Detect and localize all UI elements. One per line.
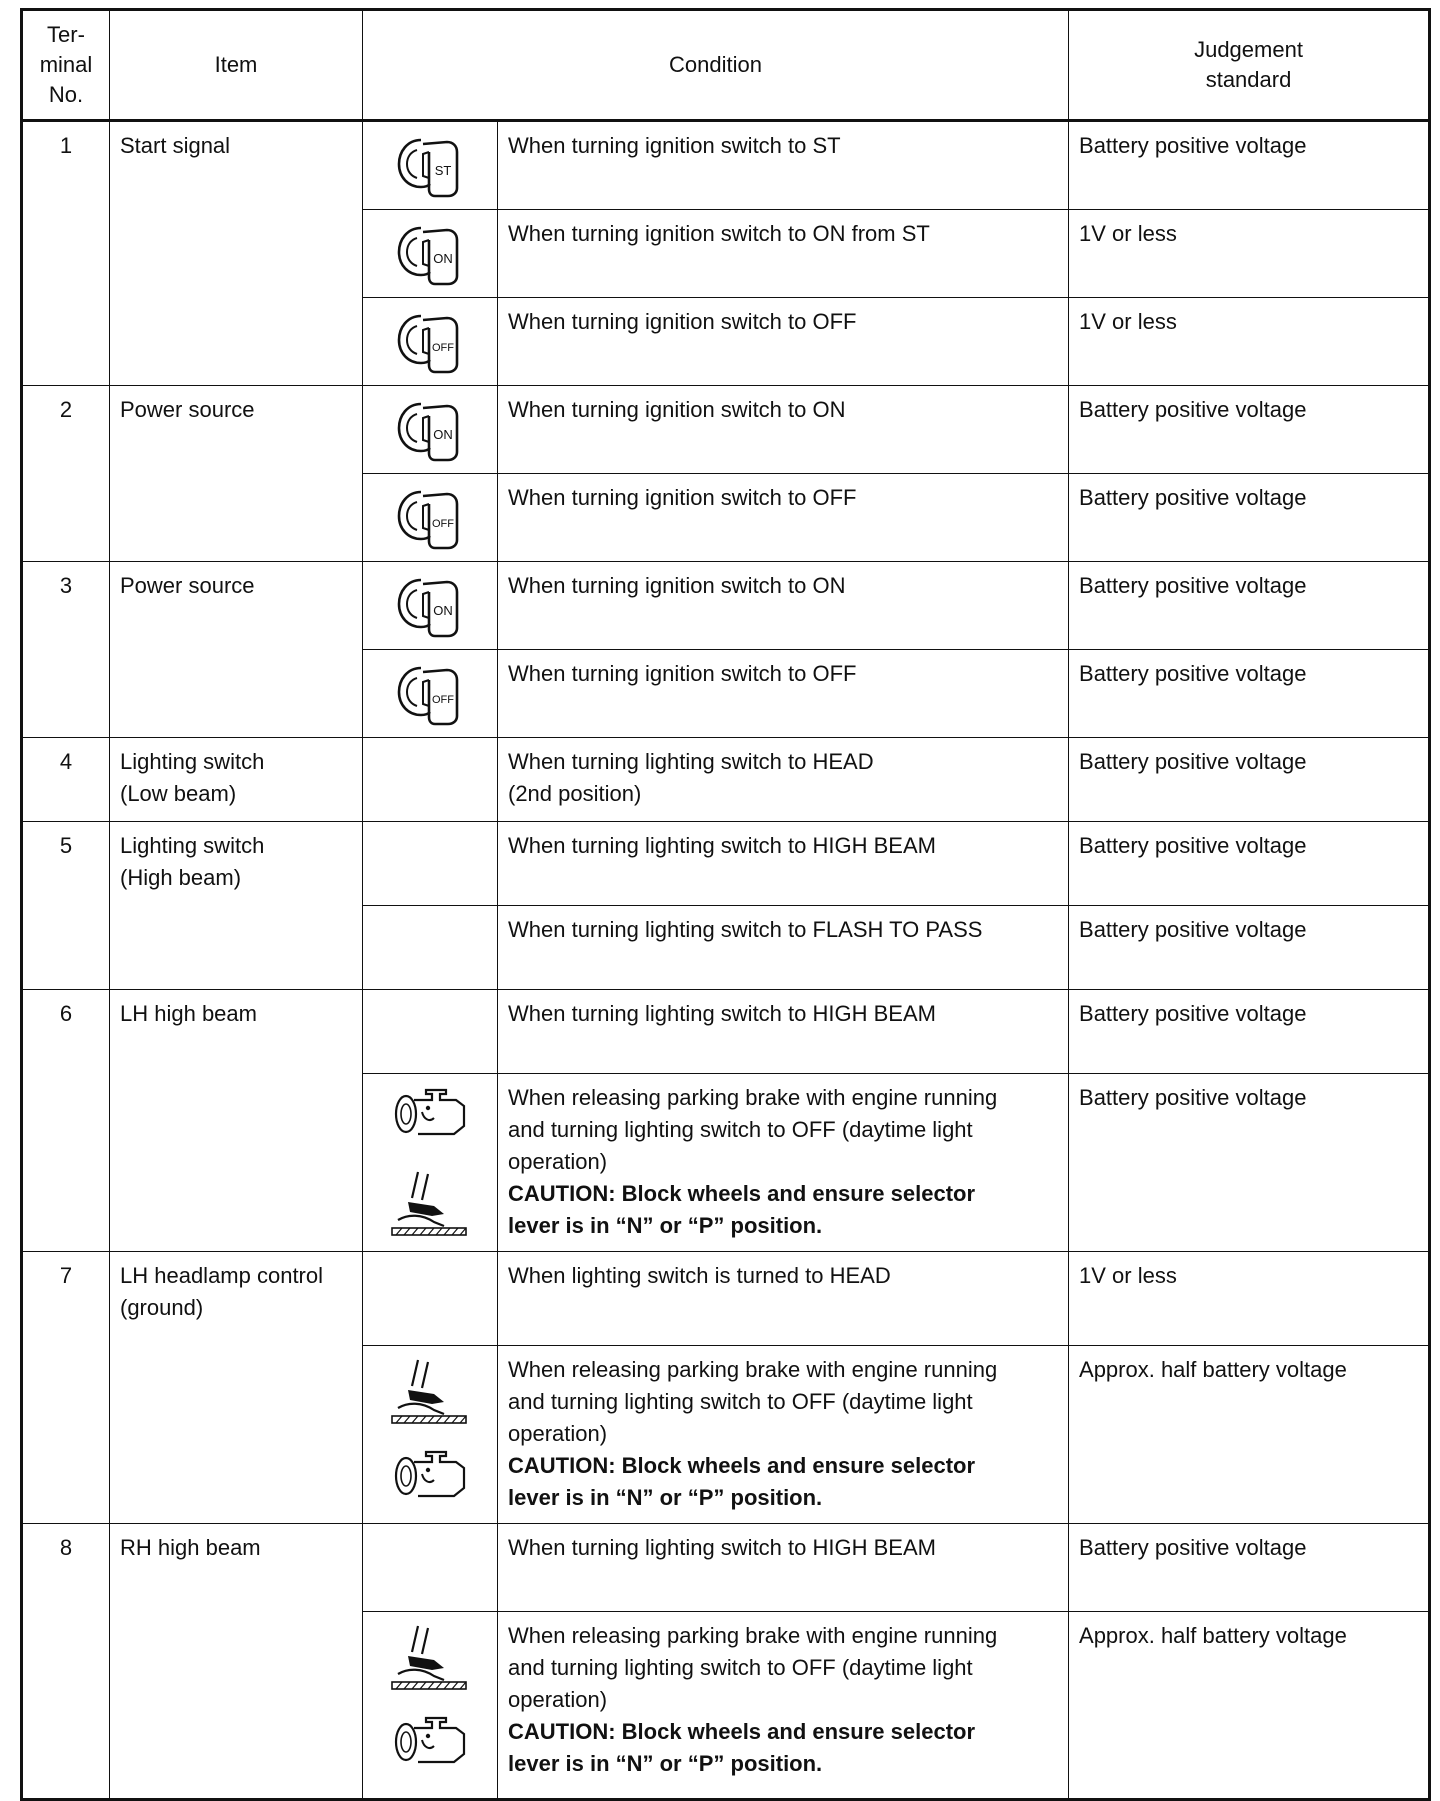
condition-line: When turning ignition switch to ST <box>508 133 841 158</box>
terminal-number: 1 <box>22 121 110 386</box>
judgement-standard-value: Battery positive voltage <box>1069 990 1430 1074</box>
condition-icon-cell <box>363 1346 498 1524</box>
condition-line: When turning ignition switch to ON <box>508 397 846 422</box>
condition-line: operation) <box>508 1421 608 1446</box>
condition-line: operation) <box>508 1149 608 1174</box>
condition-line: and turning lighting switch to OFF (daytime light <box>508 1117 973 1142</box>
condition-text <box>498 210 1069 298</box>
table-row <box>22 738 1430 822</box>
judgement-standard-value: Battery positive voltage <box>1069 1074 1430 1252</box>
item-line: Power source <box>120 573 255 598</box>
terminal-number: 7 <box>22 1252 110 1524</box>
table-row <box>22 121 1430 210</box>
parking-brake-engine-icon <box>388 1354 472 1512</box>
table-row <box>22 1524 1430 1612</box>
condition-text <box>498 822 1069 906</box>
terminal-spec-table <box>20 8 1431 1801</box>
condition-icon-cell <box>363 822 498 906</box>
judgement-standard-value: Battery positive voltage <box>1069 738 1430 822</box>
header-terminal-no: Ter- minal No. <box>22 10 110 121</box>
condition-icon-cell <box>363 210 498 298</box>
judgement-standard-value: Battery positive voltage <box>1069 474 1430 562</box>
parking-brake-engine-icon <box>388 1620 472 1778</box>
condition-text <box>498 386 1069 474</box>
svg-text:OFF: OFF <box>432 694 454 706</box>
item-name <box>110 562 363 738</box>
item-line: Lighting switch <box>120 749 265 774</box>
item-line: RH high beam <box>120 1535 261 1560</box>
condition-line: (2nd position) <box>508 781 642 806</box>
condition-line: When turning lighting switch to HEAD <box>508 749 874 774</box>
item-name <box>110 822 363 990</box>
condition-line: When turning ignition switch to OFF <box>508 309 857 334</box>
condition-icon-cell <box>363 990 498 1074</box>
condition-text <box>498 474 1069 562</box>
judgement-standard-value: Battery positive voltage <box>1069 650 1430 738</box>
table-row <box>22 822 1430 906</box>
condition-line: When turning lighting switch to HIGH BEAM <box>508 833 936 858</box>
condition-line: When turning ignition switch to ON <box>508 573 846 598</box>
condition-icon-cell <box>363 121 498 210</box>
condition-icon-cell <box>363 1252 498 1346</box>
terminal-number: 6 <box>22 990 110 1252</box>
item-name <box>110 121 363 386</box>
ignition-key-on-icon <box>393 394 467 464</box>
condition-line: When releasing parking brake with engine running <box>508 1085 998 1110</box>
condition-line: and turning lighting switch to OFF (daytime light <box>508 1389 973 1414</box>
item-name <box>110 386 363 562</box>
item-line: (High beam) <box>120 865 242 890</box>
condition-text <box>498 1346 1069 1524</box>
svg-text:ON: ON <box>433 251 453 266</box>
item-line: (Low beam) <box>120 781 237 806</box>
terminal-number: 4 <box>22 738 110 822</box>
table-row <box>22 562 1430 650</box>
engine-parking-brake-icon <box>388 1082 472 1240</box>
caution-note: CAUTION: Block wheels and ensure selector <box>508 1719 976 1744</box>
judgement-standard-value: Battery positive voltage <box>1069 906 1430 990</box>
condition-line: When turning ignition switch to ON from ST <box>508 221 930 246</box>
item-line: Lighting switch <box>120 833 265 858</box>
condition-text <box>498 1252 1069 1346</box>
item-name <box>110 1252 363 1524</box>
condition-icon-cell <box>363 738 498 822</box>
item-name <box>110 990 363 1252</box>
terminal-number: 8 <box>22 1524 110 1800</box>
condition-text <box>498 650 1069 738</box>
condition-line: When turning ignition switch to OFF <box>508 661 857 686</box>
header-judgement-standard: Judgement standard <box>1069 10 1430 121</box>
table-row <box>22 386 1430 474</box>
judgement-standard-value: 1V or less <box>1069 1252 1430 1346</box>
condition-text <box>498 562 1069 650</box>
caution-note: lever is in “N” or “P” position. <box>508 1485 823 1510</box>
condition-line: and turning lighting switch to OFF (daytime light <box>508 1655 973 1680</box>
condition-text <box>498 1612 1069 1800</box>
ignition-key-on-icon <box>393 218 467 288</box>
item-line: Power source <box>120 397 255 422</box>
condition-text <box>498 906 1069 990</box>
svg-text:ON: ON <box>433 427 453 442</box>
condition-line: operation) <box>508 1687 608 1712</box>
condition-icon-cell <box>363 906 498 990</box>
item-name <box>110 738 363 822</box>
condition-text <box>498 1074 1069 1252</box>
caution-note: CAUTION: Block wheels and ensure selector <box>508 1453 976 1478</box>
condition-icon-cell <box>363 1612 498 1800</box>
judgement-standard-value: Battery positive voltage <box>1069 1524 1430 1612</box>
condition-icon-cell <box>363 1524 498 1612</box>
condition-text <box>498 738 1069 822</box>
condition-icon-cell <box>363 298 498 386</box>
table-row <box>22 1252 1430 1346</box>
condition-icon-cell <box>363 562 498 650</box>
ignition-key-st-icon <box>393 130 467 200</box>
condition-line: When turning lighting switch to FLASH TO PASS <box>508 917 983 942</box>
terminal-number: 5 <box>22 822 110 990</box>
judgement-standard-value: 1V or less <box>1069 298 1430 386</box>
svg-text:OFF: OFF <box>432 342 454 354</box>
condition-text <box>498 298 1069 386</box>
header-item: Item <box>110 10 363 121</box>
terminal-number: 2 <box>22 386 110 562</box>
item-line: LH headlamp control <box>120 1263 324 1288</box>
table-row <box>22 990 1430 1074</box>
ignition-key-off-icon <box>393 658 467 728</box>
condition-line: When turning lighting switch to HIGH BEAM <box>508 1001 936 1026</box>
terminal-number: 3 <box>22 562 110 738</box>
ignition-key-off-icon <box>393 306 467 376</box>
condition-line: When releasing parking brake with engine running <box>508 1357 998 1382</box>
header-condition: Condition <box>363 10 1069 121</box>
judgement-standard-value: Battery positive voltage <box>1069 822 1430 906</box>
condition-line: When turning lighting switch to HIGH BEAM <box>508 1535 936 1560</box>
caution-note: CAUTION: Block wheels and ensure selector <box>508 1181 976 1206</box>
svg-text:ST: ST <box>434 163 452 178</box>
condition-text <box>498 1524 1069 1612</box>
judgement-standard-value: 1V or less <box>1069 210 1430 298</box>
condition-line: When lighting switch is turned to HEAD <box>508 1263 891 1288</box>
item-line: LH high beam <box>120 1001 257 1026</box>
table-body <box>22 121 1430 1800</box>
ignition-key-on-icon <box>393 570 467 640</box>
judgement-standard-value: Battery positive voltage <box>1069 386 1430 474</box>
judgement-standard-value: Battery positive voltage <box>1069 121 1430 210</box>
condition-line: When turning ignition switch to OFF <box>508 485 857 510</box>
svg-text:ON: ON <box>433 603 453 618</box>
condition-icon-cell <box>363 650 498 738</box>
judgement-standard-value: Battery positive voltage <box>1069 562 1430 650</box>
condition-text <box>498 121 1069 210</box>
svg-text:OFF: OFF <box>432 518 454 530</box>
condition-line: When releasing parking brake with engine running <box>508 1623 998 1648</box>
item-line: (ground) <box>120 1295 204 1320</box>
item-name <box>110 1524 363 1800</box>
condition-icon-cell <box>363 474 498 562</box>
judgement-standard-value: Approx. half battery voltage <box>1069 1612 1430 1800</box>
ignition-key-off-icon <box>393 482 467 552</box>
judgement-standard-value: Approx. half battery voltage <box>1069 1346 1430 1524</box>
caution-note: lever is in “N” or “P” position. <box>508 1751 823 1776</box>
condition-icon-cell <box>363 386 498 474</box>
condition-icon-cell <box>363 1074 498 1252</box>
table-header-row <box>22 10 1430 121</box>
caution-note: lever is in “N” or “P” position. <box>508 1213 823 1238</box>
condition-text <box>498 990 1069 1074</box>
item-line: Start signal <box>120 133 231 158</box>
